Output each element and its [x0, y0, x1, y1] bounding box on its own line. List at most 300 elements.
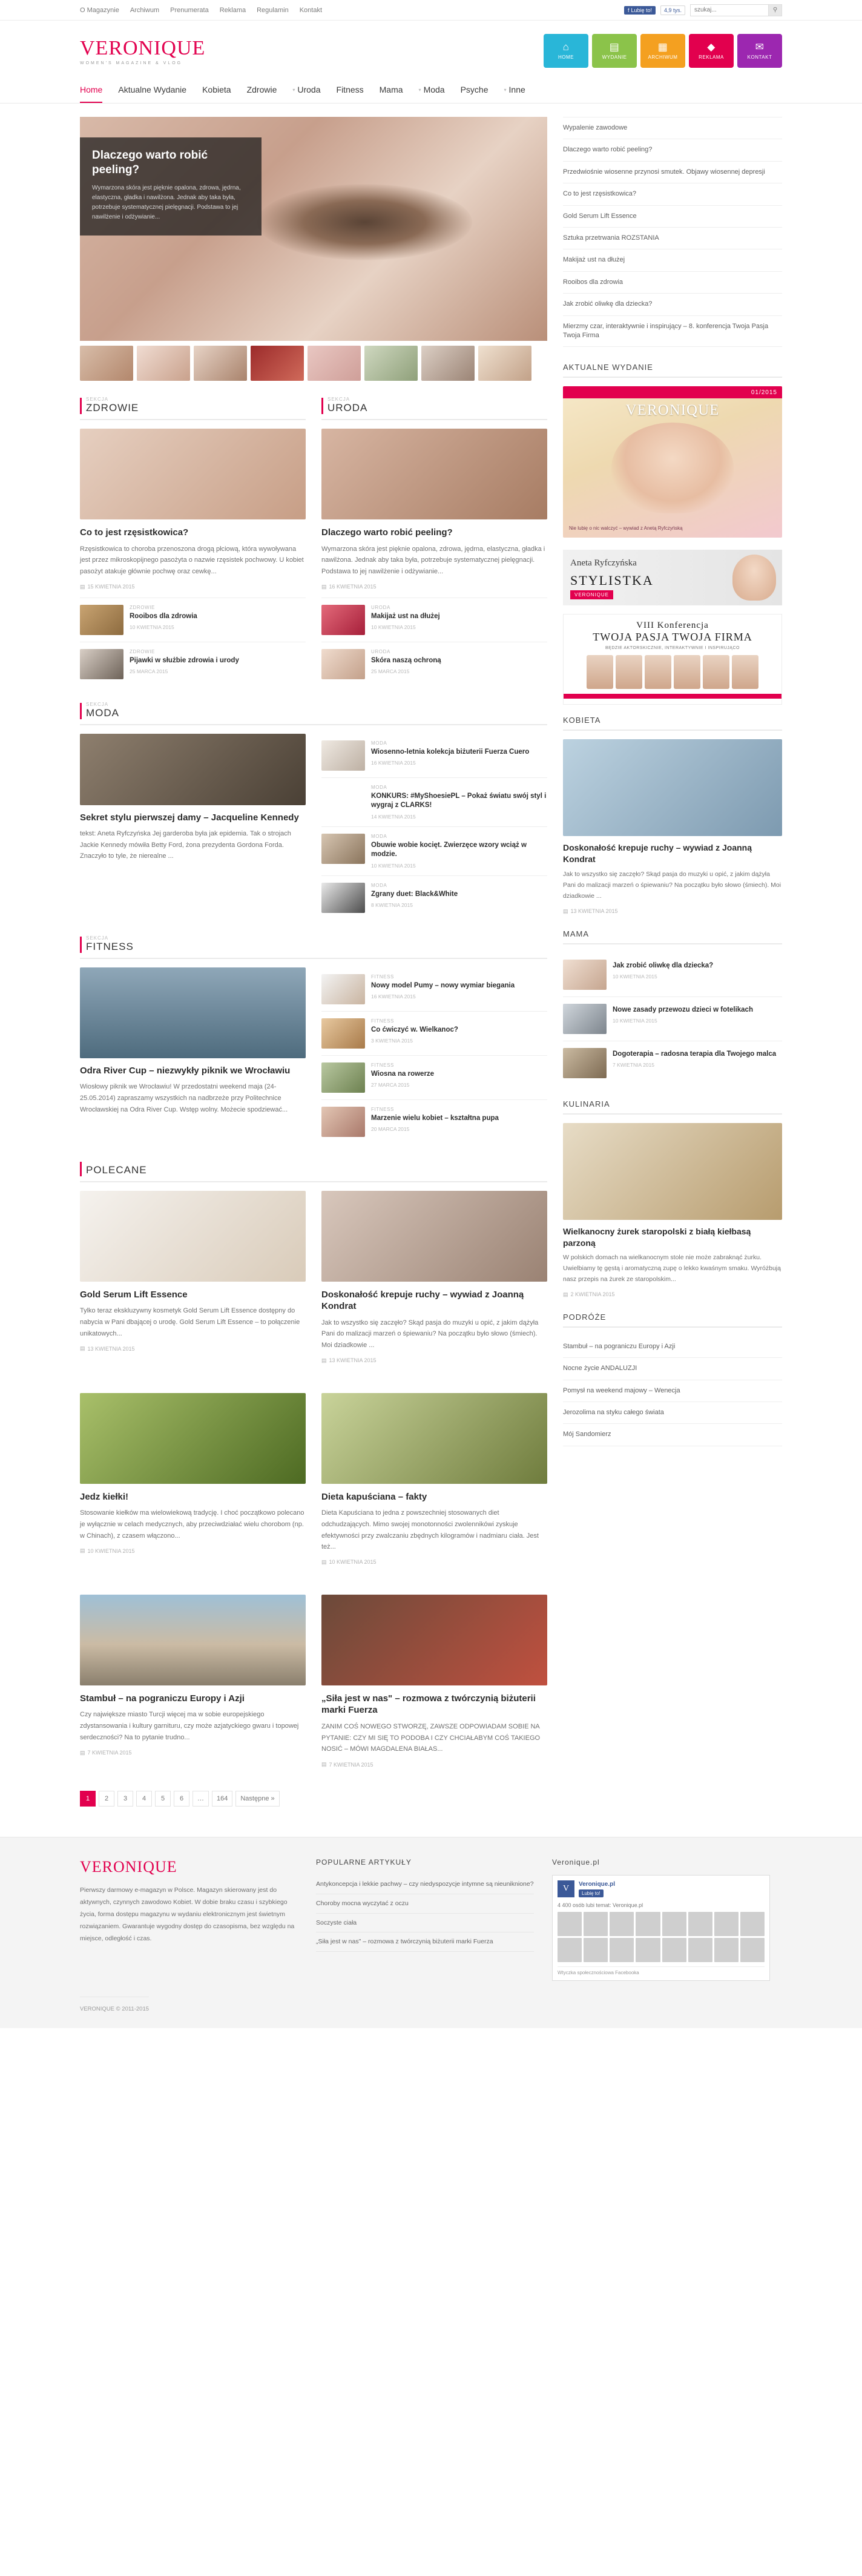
footer-popular-item-1[interactable]: Choroby mocna wyczytać z oczu	[316, 1894, 534, 1914]
recent-post-3[interactable]: Co to jest rzęsistkowica?	[563, 183, 782, 205]
pagination-ellipsis: …	[192, 1791, 209, 1807]
section-title-uroda: URODA	[327, 402, 368, 413]
list-item[interactable]	[321, 734, 547, 777]
list-item-image	[563, 1048, 607, 1078]
header-tile-label-0: HOME	[558, 54, 574, 60]
recent-post-7[interactable]: Rooibos dla zdrowia	[563, 272, 782, 294]
footer-popular-item-2[interactable]: Soczyste ciała	[316, 1914, 534, 1933]
list-item-image	[321, 605, 365, 635]
footer-facebook-head: Veronique.pl	[552, 1858, 600, 1866]
widget-kulinaria	[563, 1099, 782, 1298]
main-column	[80, 117, 547, 1825]
article-title[interactable]: Sekret stylu pierwszej damy – Jacqueline Kennedy	[80, 812, 299, 823]
archive-icon: ▦	[657, 41, 668, 53]
magazine-cover-caption: Nie lubię o nic walczyć – wywiad z Anetą Ryfczyńską	[569, 525, 683, 532]
card-title[interactable]: Jedz kiełki!	[80, 1491, 129, 1502]
footer-popular-item-3[interactable]: „Siła jest w nas" – rozmowa z twórczynią biżuterii marki Fuerza	[316, 1932, 534, 1952]
banner-stylistka-photo	[732, 555, 776, 601]
list-item[interactable]	[321, 875, 547, 920]
hero-thumb-0[interactable]	[80, 346, 133, 381]
article-excerpt: Wiosłowy piknik we Wrocławiu! W przedostatni weekend maja (24-25.05.2014) zapraszamy wszystkich na nadbrzeże przy Politechnice Wrocławskiej na Odra River Cup. Wstęp wolny. Możecie spodziewać...	[80, 1083, 288, 1113]
hero-thumb-3[interactable]	[251, 346, 304, 381]
card-image	[80, 1191, 306, 1282]
list-item-image	[563, 1004, 607, 1034]
list-item-title[interactable]: KONKURS: #MyShoesiePL – Pokaż światu swój styl i wygraj z CLARKS!	[371, 792, 547, 809]
list-item-category: URODA	[371, 604, 390, 610]
list-item-category: MODA	[371, 833, 387, 839]
top-nav-link-3[interactable]: Reklama	[219, 6, 246, 14]
hero-slider[interactable]	[80, 117, 547, 341]
article-meta	[563, 908, 782, 915]
list-item-category: MODA	[371, 784, 387, 790]
list-item-image	[321, 1062, 365, 1093]
list-item-date: 16 KWIETNIA 2015	[371, 760, 416, 766]
section-uroda	[321, 397, 547, 686]
hero-thumb-5[interactable]	[364, 346, 418, 381]
nav-item-uroda[interactable]	[292, 76, 320, 103]
widget-podroze	[563, 1313, 782, 1446]
list-item[interactable]	[321, 826, 547, 875]
section-zdrowie-uroda	[80, 397, 547, 686]
section-title-moda: MODA	[86, 707, 119, 719]
card-title[interactable]: Stambuł – na pograniczu Europy i Azji	[80, 1693, 245, 1704]
avatar	[610, 1938, 634, 1962]
widget-title-kobieta: KOBIETA	[563, 716, 782, 731]
list-item-date: 3 KWIETNIA 2015	[371, 1038, 413, 1044]
article-date: 13 KWIETNIA 2015	[570, 908, 618, 915]
avatar	[662, 1938, 686, 1962]
avatar	[558, 1938, 582, 1962]
article-excerpt: Wymarzona skóra jest pięknie opalona, zdrowa, jędrna, elastyczna, gładka i nawilżona. Jednak aby taka była, potrzebuje systematycznej pielęgnacji. Podstawa to jej nawilżenie i odżywianie...	[321, 545, 545, 575]
pagination-page-5[interactable]: 5	[155, 1791, 171, 1807]
calendar-icon: ▤	[563, 908, 568, 914]
list-item-date: 10 KWIETNIA 2015	[371, 624, 416, 631]
avatar	[558, 1912, 582, 1936]
megaphone-icon: ◆	[707, 41, 716, 53]
section-title-zdrowie: ZDROWIE	[86, 402, 139, 413]
banner-stylistka-word: STYLISTKA	[570, 573, 654, 588]
card[interactable]	[80, 1191, 306, 1364]
header-tile-archiwum[interactable]	[640, 34, 685, 68]
magazine-cover-photo	[611, 423, 734, 513]
list-item-date: 25 MARCA 2015	[130, 668, 168, 675]
calendar-icon: ▤	[80, 1345, 85, 1352]
list-item-image	[321, 834, 365, 864]
list-item-title[interactable]: Wiosenno-letnia kolekcja biżuterii Fuerza Cuero	[371, 748, 530, 756]
card-image	[80, 1393, 306, 1484]
widget-title-podroze: PODRÓŻE	[563, 1313, 782, 1328]
list-item-title[interactable]: Obuwie wobie kocięt. Zwierzęce wzory wciąż w modzie.	[371, 841, 527, 858]
banner-konferencja[interactable]	[563, 614, 782, 705]
avatar	[688, 1938, 712, 1962]
hero-thumb-7[interactable]	[478, 346, 531, 381]
banner-konferencja-line3: BĘDZIE AKTORSKICZNIE, INTERAKTYWNIE I INSPIRUJĄCO	[605, 646, 740, 651]
list-item-category: URODA	[371, 648, 390, 654]
footer-logo[interactable]: VERONIQUE	[80, 1858, 177, 1876]
top-nav-link-0[interactable]: O Magazynie	[80, 6, 119, 14]
calendar-icon: ▤	[80, 583, 85, 590]
card[interactable]	[321, 1595, 547, 1768]
top-nav-link-1[interactable]: Archiwum	[130, 6, 160, 14]
card-title[interactable]: Dieta kapuściana – fakty	[321, 1491, 427, 1502]
recent-post-5[interactable]: Sztuka przetrwania ROZSTANIA	[563, 228, 782, 249]
list-item-category: ZDROWIE	[130, 604, 155, 610]
article-meta	[321, 584, 547, 590]
widget-kobieta	[563, 716, 782, 914]
card-title[interactable]: „Siła jest w nas" – rozmowa z twórczynią biżuterii marki Fuerza	[321, 1693, 536, 1716]
list-item-image	[321, 974, 365, 1004]
card-meta	[321, 1357, 547, 1364]
hero-thumbnails	[80, 346, 547, 381]
article-excerpt: Rzęsistkowica to choroba przenoszona drogą płciową, która wywoływana jest przez mikroskopijnego pasożyta o nazwie rzęsistek pochwowy. U kobiet pasożyt atakuje głównie pochwę oraz cewkę...	[80, 545, 304, 575]
mail-icon: ✉	[755, 41, 765, 53]
banner-konferencja-bar	[564, 694, 781, 699]
section-title-polecane: POLECANE	[86, 1164, 147, 1176]
article-title[interactable]: Co to jest rzęsistkowica?	[80, 527, 189, 538]
list-item-image	[321, 1107, 365, 1137]
list-item-date: 14 KWIETNIA 2015	[371, 813, 416, 820]
list-item-image	[80, 649, 123, 679]
list-item-date: 16 KWIETNIA 2015	[371, 993, 416, 1000]
copyright: VERONIQUE © 2011-2015	[80, 1997, 149, 2012]
banner-stylistka-name: Aneta Ryfczyńska	[570, 558, 637, 568]
article-date: 2 KWIETNIA 2015	[570, 1291, 615, 1298]
book-icon: ▤	[609, 41, 620, 53]
card-date: 10 KWIETNIA 2015	[87, 1547, 135, 1554]
list-item[interactable]	[321, 967, 547, 1011]
banner-konferencja-photos	[564, 655, 781, 689]
logo-subtitle: WOMEN'S MAGAZINE & VLOG	[80, 61, 183, 65]
recent-post-8[interactable]: Jak zrobić oliwkę dla dziecka?	[563, 294, 782, 315]
podroze-item-3[interactable]: Jerozolima na styku całego świata	[563, 1402, 782, 1424]
card-meta	[321, 1559, 547, 1566]
section-title-fitness: FITNESS	[86, 940, 134, 952]
article-meta	[563, 1291, 782, 1298]
list-item[interactable]	[563, 1041, 782, 1085]
nav-item-inne-label: Inne	[508, 85, 525, 94]
footer-about	[80, 1858, 298, 1981]
footer-popular	[316, 1858, 534, 1981]
conference-photo	[645, 655, 671, 689]
list-item-title[interactable]: Marzenie wielu kobiet – kształtna pupa	[371, 1114, 499, 1122]
hero-thumb-6[interactable]	[421, 346, 475, 381]
article-excerpt: tekst: Aneta Ryfczyńska Jej garderoba była jak epidemia. Tak o strojach Jackie Kennedy mówiła Betty Ford, żona prezydenta Gordona Forda. Znaczyło to tyle, że nierealne ...	[80, 830, 291, 860]
list-item[interactable]	[321, 598, 547, 642]
list-item-title[interactable]: Nowy model Pumy – nowy wymiar biegania	[371, 981, 515, 989]
card-date: 13 KWIETNIA 2015	[87, 1345, 135, 1352]
recent-post-9[interactable]: Mierzmy czar, interaktywnie i inspirujący – 8. konferencja Twoja Pasja Twoja Firma	[563, 316, 782, 348]
nav-item-moda[interactable]	[419, 76, 445, 103]
site-footer	[0, 1837, 862, 2028]
article-title[interactable]: Dlaczego warto robić peeling?	[321, 527, 453, 538]
list-item[interactable]	[321, 1055, 547, 1099]
card-excerpt: Stosowanie kiełków ma wielowiekową tradycję. I choć początkowo polecano je wyłącznie w celach medycznych, aby przeciwdziałać wielu chorobom (np. w Chinach), z czasem włączono...	[80, 1509, 304, 1540]
list-item-title[interactable]: Nowe zasady przewozu dzieci w fotelikach	[613, 1006, 753, 1013]
avatar	[740, 1938, 765, 1962]
article-image[interactable]	[321, 429, 547, 519]
recent-post-4[interactable]: Gold Serum Lift Essence	[563, 206, 782, 228]
recent-post-6[interactable]: Makijaż ust na dłużej	[563, 249, 782, 271]
list-item-title[interactable]: Zgrany duet: Black&White	[371, 890, 458, 898]
section-kicker-fitness: SEKCJA	[86, 935, 109, 941]
page-content	[80, 104, 782, 1825]
card-excerpt: Tylko teraz ekskluzywny kosmetyk Gold Serum Lift Essence dostępny do nabycia w Pani dbającej o urodę. Gold Serum Lift Essence – to połączenie unikatowych...	[80, 1307, 300, 1337]
calendar-icon: ▤	[321, 583, 327, 590]
list-item-category: FITNESS	[371, 1062, 394, 1068]
facebook-like-label: Lubię to!	[631, 7, 652, 13]
search-input[interactable]	[694, 7, 765, 13]
logo[interactable]	[80, 37, 544, 65]
podroze-item-2[interactable]: Pomysł na weekend majowy – Wenecja	[563, 1380, 782, 1402]
list-item-date: 7 KWIETNIA 2015	[613, 1062, 654, 1069]
list-item-image	[563, 960, 607, 990]
card-date: 10 KWIETNIA 2015	[329, 1559, 377, 1566]
banner-konferencja-line2: TWOJA PASJA TWOJA FIRMA	[593, 631, 752, 644]
list-item[interactable]	[321, 777, 547, 826]
card-excerpt: Jak to wszystko się zaczęło? Skąd pasja do muzyki u opić, z jakim dążyła Pani do malizacji marzeń o śpiewaniu? Na początku było słowo (śmiech). Moi dziadkowie ...	[321, 1319, 539, 1349]
list-item-title[interactable]: Jak zrobić oliwkę dla dziecka?	[613, 961, 714, 969]
article-title[interactable]: Odra River Cup – niezwykły piknik we Wrocławiu	[80, 1065, 291, 1076]
header-tile-kontakt[interactable]	[737, 34, 782, 68]
card-title[interactable]: Doskonałość krepuje ruchy – wywiad z Joanną Kondrat	[321, 1289, 524, 1312]
avatar	[740, 1912, 765, 1936]
pagination-page-1[interactable]: 1	[80, 1791, 96, 1807]
pagination-page-2[interactable]: 2	[99, 1791, 114, 1807]
list-item[interactable]	[80, 598, 306, 642]
banner-stylistka[interactable]	[563, 550, 782, 605]
list-item[interactable]	[321, 1099, 547, 1144]
site-header	[0, 21, 862, 76]
list-item-category: MODA	[371, 882, 387, 888]
pagination-next[interactable]: Następne »	[235, 1791, 279, 1807]
card-meta	[321, 1761, 547, 1768]
avatar	[714, 1912, 739, 1936]
list-item-title[interactable]: Pijawki w służbie zdrowia i urody	[130, 656, 239, 664]
avatar	[714, 1938, 739, 1962]
article-meta	[80, 584, 306, 590]
list-item-date: 25 MARCA 2015	[371, 668, 410, 675]
nav-item-inne[interactable]	[504, 76, 525, 103]
card[interactable]	[80, 1393, 306, 1566]
section-kicker-zdrowie: SEKCJA	[86, 397, 109, 402]
nav-item-home[interactable]: Home	[80, 76, 102, 103]
facebook-like-count: 4,9 tys.	[660, 5, 685, 15]
magazine-logo: VERONIQUE	[625, 402, 720, 419]
list-item-title[interactable]: Rooibos dla zdrowia	[130, 612, 197, 620]
card-excerpt: Czy największe miasto Turcji więcej ma w sobie europejskiego zdystansowania i kultury garnituru, czy może azjatyckiego gwaru i topowej serdeczności? Na to pytanie trudno...	[80, 1711, 299, 1741]
nav-item-moda-label: Moda	[423, 85, 445, 94]
card-date: 7 KWIETNIA 2015	[87, 1750, 132, 1756]
conference-photo	[587, 655, 613, 689]
widget-mama	[563, 929, 782, 1085]
facebook-like-button[interactable]	[624, 6, 656, 15]
hero-thumb-4[interactable]	[308, 346, 361, 381]
nav-item-mama[interactable]: Mama	[379, 85, 403, 94]
footer-about-text: Pierwszy darmowy e-magazyn w Polsce. Magazyn skierowany jest do aktywnych, czynnych zawodowo Kobiet. W dobie braku czasu i szybkiego życia, forma dostępu magazynu w wydaniu elektronicznym jest świetnym rozwiązaniem. Gwarantuje wygodny dostęp do czasopisma, bez względu na miejsce, odległość i czas.	[80, 1886, 295, 1942]
avatar	[636, 1938, 660, 1962]
calendar-icon: ▤	[563, 1291, 568, 1297]
card-meta	[80, 1547, 306, 1554]
card-excerpt: Dieta Kapuściana to jedna z powszechniej stosowanych diet odchudzających. Mimo swojej monotonności zwolennikówi zyskuje efektywności przy zwalczaniu zbędnych kilogramów i nadmiaru ciała. Jest też...	[321, 1509, 539, 1551]
footer-popular-item-0[interactable]: Antykoncepcja i lekkie pachwy – czy niedyspozycje intymne są nieuniknione?	[316, 1875, 534, 1894]
conference-photo	[674, 655, 700, 689]
nav-item-zdrowie[interactable]: Zdrowie	[246, 85, 277, 94]
recent-post-1[interactable]: Dlaczego warto robić peeling?	[563, 139, 782, 161]
list-item-image	[80, 605, 123, 635]
top-nav-link-4[interactable]: Regulamin	[257, 6, 289, 14]
calendar-icon: ▤	[321, 1357, 327, 1363]
card[interactable]	[321, 1191, 547, 1364]
search-icon[interactable]: ⚲	[769, 4, 782, 16]
nav-item-fitness[interactable]: Fitness	[336, 85, 364, 94]
widget-title-kulinaria: KULINARIA	[563, 1099, 782, 1115]
hero-thumb-2[interactable]	[194, 346, 247, 381]
article-image[interactable]	[80, 429, 306, 519]
nav-item-uroda-label: Uroda	[297, 85, 321, 94]
widget-title-aktualne-wydanie: AKTUALNE WYDANIE	[563, 363, 782, 378]
top-nav-link-5[interactable]: Kontakt	[299, 6, 323, 14]
podroze-item-0[interactable]: Stambuł – na pograniczu Europy i Azji	[563, 1336, 782, 1358]
pagination-page-3[interactable]: 3	[117, 1791, 133, 1807]
list-item[interactable]	[321, 1011, 547, 1055]
header-tile-wydanie[interactable]	[592, 34, 637, 68]
nav-item-psyche[interactable]: Psyche	[460, 85, 489, 94]
header-tile-label-1: WYDANIE	[602, 54, 627, 60]
sidebar	[563, 117, 782, 1825]
chevron-down-icon: ▾	[504, 87, 507, 93]
hero-thumb-1[interactable]	[137, 346, 190, 381]
header-tile-home[interactable]	[544, 34, 588, 68]
pagination-page-6[interactable]: 6	[174, 1791, 189, 1807]
list-item-title[interactable]: Skóra naszą ochroną	[371, 656, 441, 664]
list-item-image	[321, 1018, 365, 1049]
article-title[interactable]: Doskonałość krepuje ruchy – wywiad z Joanną Kondrat	[563, 843, 752, 865]
list-item-date: 10 KWIETNIA 2015	[371, 862, 416, 869]
card-title[interactable]: Gold Serum Lift Essence	[80, 1289, 188, 1300]
banner-stylistka-brand: VERONIQUE	[570, 590, 613, 599]
podroze-item-1[interactable]: Nocne życie ANDALUZJI	[563, 1358, 782, 1380]
podroze-item-4[interactable]: Mój Sandomierz	[563, 1424, 782, 1446]
list-item-date: 27 MARCA 2015	[371, 1082, 410, 1089]
chevron-down-icon: ▾	[418, 87, 421, 93]
hero-image-detail	[257, 184, 472, 260]
list-item-title[interactable]: Makijaż ust na dłużej	[371, 612, 440, 620]
list-item-title[interactable]: Wiosna na rowerze	[371, 1070, 435, 1078]
list-item-category: MODA	[371, 740, 387, 746]
list-item-category: ZDROWIE	[130, 648, 155, 654]
card-image	[321, 1393, 547, 1484]
article-excerpt: Jak to wszystko się zaczęło? Skąd pasja do muzyki u opić, z jakim dążyła Pani do malizacji marzeń o śpiewaniu? Na początku było słowo (śmiech). Moi dziadkowie ...	[563, 871, 781, 900]
card-image	[321, 1191, 547, 1282]
list-item-category: FITNESS	[371, 1106, 394, 1112]
list-item-image	[321, 785, 365, 815]
avatar	[688, 1912, 712, 1936]
card[interactable]	[80, 1595, 306, 1768]
avatar	[584, 1912, 608, 1936]
recent-post-2[interactable]: Przedwiośnie wiosenne przynosi smutek. Objawy wiosennej depresji	[563, 162, 782, 183]
list-item[interactable]	[563, 996, 782, 1041]
list-item-date: 10 KWIETNIA 2015	[613, 1018, 657, 1024]
list-item-image	[321, 740, 365, 771]
top-nav-link-2[interactable]: Prenumerata	[170, 6, 209, 14]
list-item-category: FITNESS	[371, 973, 394, 980]
section-fitness	[80, 935, 547, 1144]
calendar-icon: ▤	[321, 1761, 327, 1767]
list-item-image	[321, 649, 365, 679]
card-image	[80, 1595, 306, 1685]
pagination-page-last[interactable]: 164	[212, 1791, 232, 1807]
article-date: 15 KWIETNIA 2015	[87, 584, 135, 590]
logo-text: VERONIQUE	[80, 36, 206, 59]
calendar-icon: ▤	[80, 1547, 85, 1554]
list-item-date: 10 KWIETNIA 2015	[613, 973, 657, 980]
facebook-avatars	[558, 1912, 765, 1962]
facebook-page-widget[interactable]	[552, 1875, 770, 1981]
list-item-date: 20 MARCA 2015	[371, 1126, 410, 1133]
list-item-category: FITNESS	[371, 1018, 394, 1024]
nav-item-kobieta[interactable]: Kobieta	[202, 85, 231, 94]
list-item[interactable]	[80, 642, 306, 686]
recent-post-0[interactable]: Wypalenie zawodowe	[563, 117, 782, 139]
calendar-icon: ▤	[80, 1749, 85, 1756]
article-image[interactable]	[563, 739, 782, 836]
list-item-date: 10 KWIETNIA 2015	[130, 624, 174, 631]
facebook-like-button[interactable]: Lubię to!	[579, 1889, 604, 1897]
calendar-icon: ▤	[321, 1558, 327, 1565]
hero-caption	[80, 137, 262, 236]
list-item-image	[321, 883, 365, 913]
article-excerpt: W polskich domach na wielkanocnym stole nie może zabraknąć żurku. Uwielbiamy tę gęstą i aromatyczną zupę o lekko kwaśnym smaku. Wyróżbują nasz przepis na żurek ze staropolskim...	[563, 1254, 781, 1283]
magazine-cover[interactable]	[563, 386, 782, 538]
header-tiles	[544, 34, 782, 68]
card-meta	[80, 1750, 306, 1756]
conference-photo	[616, 655, 642, 689]
recent-posts-list	[563, 117, 782, 347]
facebook-page-name: Veronique.pl	[579, 1880, 616, 1888]
magazine-issue: 01/2015	[563, 386, 782, 398]
article-image[interactable]	[80, 967, 306, 1058]
facebook-plugin-note: Wtyczka społecznościowa Facebooka	[558, 1966, 765, 1975]
pagination-page-4[interactable]: 4	[136, 1791, 152, 1807]
widget-aktualne-wydanie	[563, 363, 782, 538]
article-image[interactable]	[563, 1123, 782, 1220]
list-item[interactable]	[321, 642, 547, 686]
card-image	[321, 1595, 547, 1685]
nav-item-aktualne-wydanie[interactable]: Aktualne Wydanie	[118, 85, 187, 94]
section-zdrowie	[80, 397, 306, 686]
card-excerpt: ZANIM COŚ NOWEGO STWORZĘ, ZAWSZE ODPOWIADAM SOBIE NA PYTANIE: CZY MI SIĘ TO PODOBA I CZY CHCIAŁABYM COŚ TAKIEGO NOSIĆ – MÓWI MAGDALENA BIAŁAS...	[321, 1722, 541, 1753]
widget-title-mama: MAMA	[563, 929, 782, 944]
chevron-down-icon: ▾	[292, 87, 295, 93]
avatar	[584, 1938, 608, 1962]
footer-popular-head: POPULARNE ARTYKUŁY	[316, 1858, 412, 1866]
search-box[interactable]	[690, 4, 769, 16]
list-item-title[interactable]: Dogoterapia – radosna terapia dla Twojego malca	[613, 1050, 777, 1058]
conference-photo	[703, 655, 729, 689]
article-image[interactable]	[80, 734, 306, 805]
list-item[interactable]	[563, 953, 782, 996]
header-tile-reklama[interactable]	[689, 34, 734, 68]
card-date: 13 KWIETNIA 2015	[329, 1357, 377, 1364]
article-title[interactable]: Wielkanocny żurek staropolski z białą kiełbasą parzoną	[563, 1226, 751, 1248]
card[interactable]	[321, 1393, 547, 1566]
hero-excerpt: Wymarzona skóra jest pięknie opalona, zdrowa, jędrna, elastyczna, gładka i nawilżona. Jednak aby taka była, potrzebuje systematycznej pielęgnacji. Podstawa to jej nawilżenie i odżywianie...	[92, 184, 241, 220]
header-tile-label-2: ARCHIWUM	[648, 54, 678, 60]
pagination	[80, 1791, 547, 1807]
card-meta	[80, 1345, 306, 1352]
list-item-title[interactable]: Co ćwiczyć w. Wielkanoc?	[371, 1026, 458, 1033]
header-tile-label-4: KONTAKT	[747, 54, 772, 60]
